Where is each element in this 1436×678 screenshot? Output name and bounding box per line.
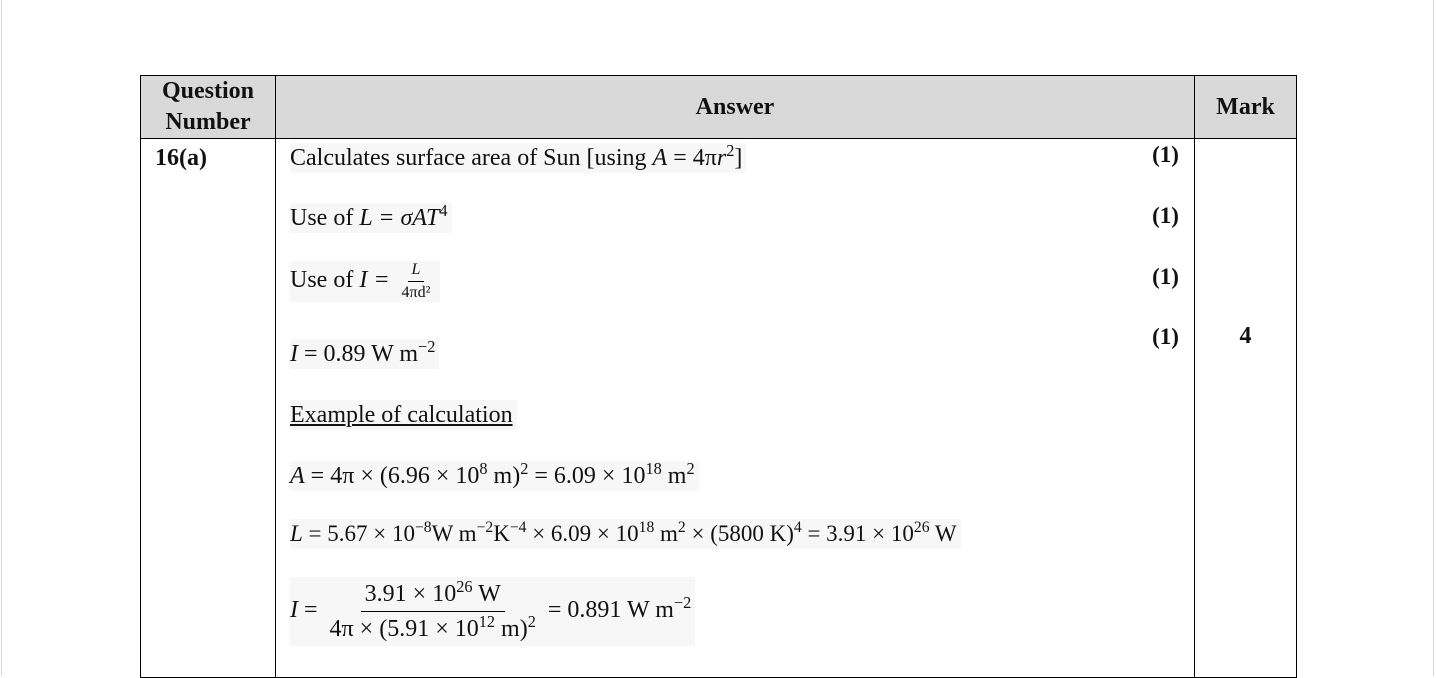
mark-3: (1) [1152, 264, 1179, 289]
example-heading: Example of calculation [290, 400, 517, 430]
answer-row [141, 139, 1297, 678]
question-header-line1: Question [161, 78, 254, 104]
answer-header: Answer [276, 76, 1195, 139]
answer-line-intensity-value: I = 0.89 W $m^{-2}$ [290, 339, 439, 369]
total-mark: 4 [1239, 323, 1252, 349]
mark-cell [1195, 139, 1297, 678]
question-header-line2: Number [165, 109, 251, 135]
page-left-edge [1, 0, 2, 676]
mark-4: (1) [1152, 324, 1179, 349]
mark-header: Mark [1195, 76, 1297, 139]
calc-line-intensity: I = $\frac{3.91 \times 10^{26} W}{4\pi \times (5.91 \times 10^{12} m)^2}$ = 0.891 W $m^{-2}$ [290, 577, 695, 646]
answer-cell [276, 139, 1195, 678]
answer-line-intensity-formula: Use of I = $\frac{L}{\text{4πd²}}$ [290, 261, 440, 302]
intensity-fraction: $\frac{L}{\text{4πd²}}$ [401, 261, 431, 301]
mark-2: (1) [1152, 203, 1179, 228]
question-number: 16(a) [155, 145, 207, 171]
mark-1: (1) [1152, 142, 1179, 167]
calc-line-area: $A = 4\pi \times (6.96 \times 10^8$ $m)^2 = 6.09 \times 10^{18}$ $m^2$ [290, 461, 699, 491]
question-number-header [141, 76, 276, 139]
answer-line-luminosity: Use of L = σAT$^4$ [290, 203, 452, 233]
intensity-calc-fraction: $\frac{3.91 \times 10^{26} W}{4\pi \times (5.91 \times 10^{12} m)^2}$ [329, 577, 536, 642]
mark-scheme-table [140, 75, 1297, 678]
header-row [141, 76, 1297, 139]
question-number-cell [141, 139, 276, 678]
calc-line-luminosity: $L = 5.67 \times 10^{-8}W$ $m^{-2}K^{-4} \times 6.09 \times 10^{18}$ $m^2 \times (5800$ $K)^4 = 3.91 \times 10^{26}$ W [290, 519, 961, 549]
answer-line-surface-area: Calculates surface area of Sun [using $A = 4\pi r^2$] [290, 143, 746, 173]
page-right-edge [1433, 0, 1434, 676]
